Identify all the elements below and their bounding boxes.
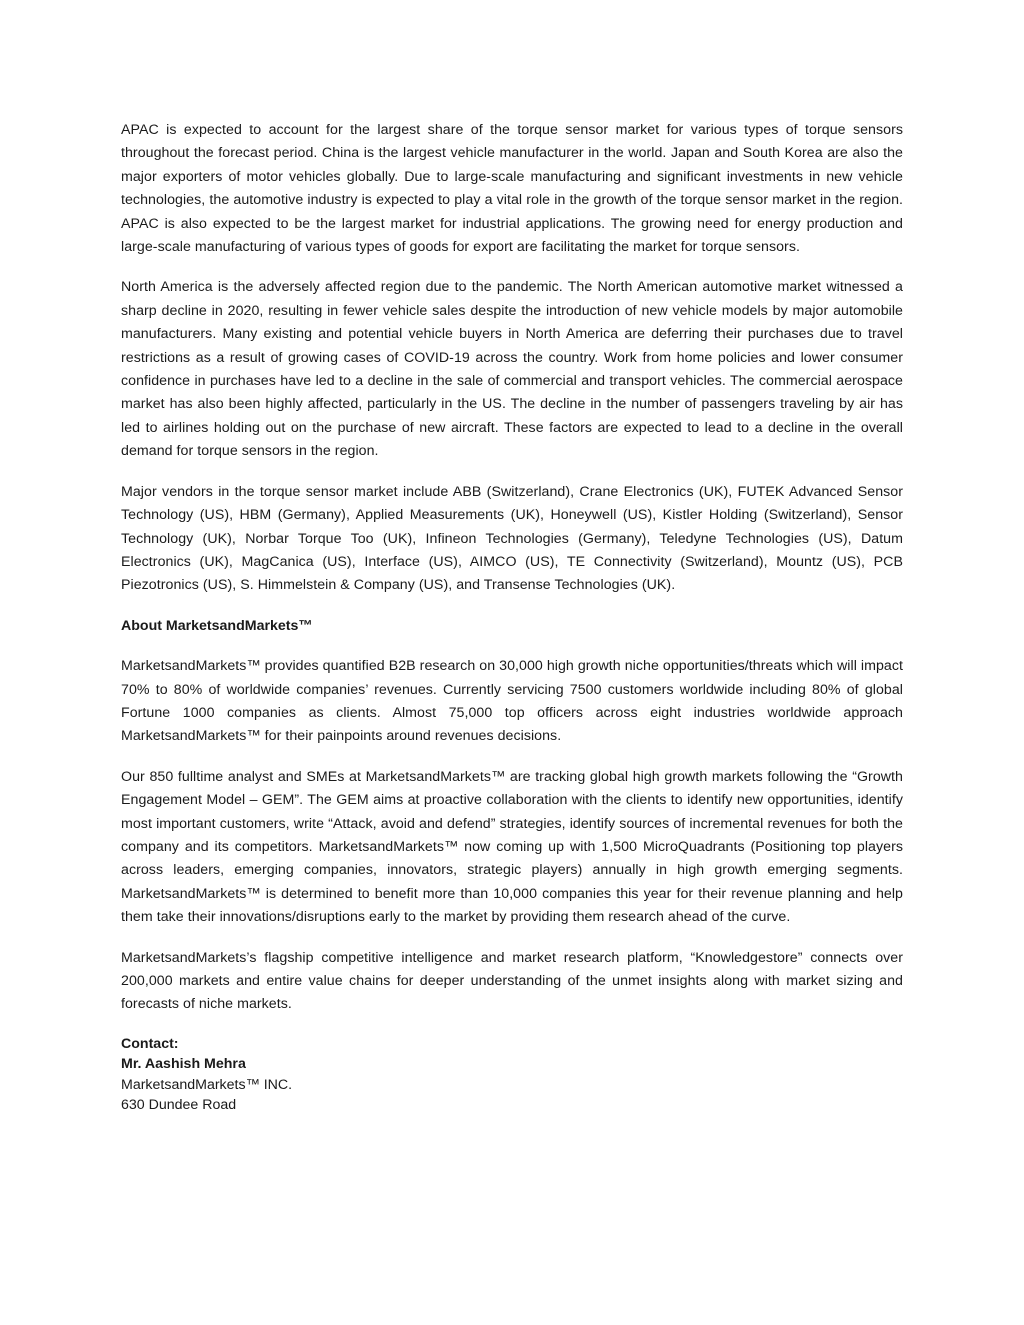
paragraph-about-knowledgestore: MarketsandMarkets’s flagship competitive intelligence and market research platform, “Knowledgestore” connects over 200,000 markets and entire value chains for deeper understanding of the unmet insights along with market sizing and forecasts of niche markets. <box>121 949 903 1013</box>
contact-company: MarketsandMarkets™ INC. <box>121 1076 293 1093</box>
contact-address: 630 Dundee Road <box>121 1097 237 1114</box>
contact-block <box>121 1034 903 1116</box>
contact-label: Contact: <box>121 1035 179 1052</box>
paragraph-apac: APAC is expected to account for the largest share of the torque sensor market for various types of torque sensors throughout the forecast period. China is the largest vehicle manufacturer in the world. Japan and South Korea are also the major exporters of motor vehicles globally. Due to large-scale manufacturing and significant investments in new vehicle technologies, the automotive industry is expected to play a vital role in the growth of the torque sensor market in the region. APAC is also expected to be the largest market for industrial applications. The growing need for energy production and large-scale manufacturing of various types of goods for export are facilitating the market for torque sensors. <box>121 122 903 256</box>
paragraph-north-america: North America is the adversely affected region due to the pandemic. The North American automotive market witnessed a sharp decline in 2020, resulting in fewer vehicle sales despite the introduction of new vehicle models by major automobile manufacturers. Many existing and potential vehicle buyers in North America are deferring their purchases due to travel restrictions as a result of growing cases of COVID-19 across the country. Work from home policies and lower consumer confidence in purchases have led to a decline in the sale of commercial and transport vehicles. The commercial aerospace market has also been highly affected, particularly in the US. The decline in the number of passengers traveling by air has led to airlines holding out on the purchase of new aircraft. These factors are expected to lead to a decline in the overall demand for torque sensors in the region. <box>121 279 903 460</box>
about-heading: About MarketsandMarkets™ <box>121 617 313 634</box>
contact-name: Mr. Aashish Mehra <box>121 1056 246 1073</box>
paragraph-about-gem: Our 850 fulltime analyst and SMEs at MarketsandMarkets™ are tracking global high growth markets following the “Growth Engagement Model – GEM”. The GEM aims at proactive collaboration with the clients to identify new opportunities, identify most important customers, write “Attack, avoid and defend” strategies, identify sources of incremental revenues for both the company and its competitors. MarketsandMarkets™ now coming up with 1,500 MicroQuadrants (Positioning top players across leaders, emerging companies, innovators, strategic players) annually in high growth emerging segments. MarketsandMarkets™ is determined to benefit more than 10,000 companies this year for their revenue planning and help them take their innovations/disruptions early to the market by providing them research ahead of the curve. <box>121 768 903 926</box>
document-page <box>121 119 903 1116</box>
paragraph-major-vendors: Major vendors in the torque sensor market include ABB (Switzerland), Crane Electronics (UK), FUTEK Advanced Sensor Technology (US), HBM (Germany), Applied Measurements (UK), Honeywell (US), Kistler Holding (Switzerland), Sensor Technology (UK), Norbar Torque Too (UK), Infineon Technologies (Germany), Teledyne Technologies (US), Datum Electronics (UK), MagCanica (US), Interface (US), AIMCO (US), TE Connectivity (Switzerland), Mountz (US), PCB Piezotronics (US), S. Himmelstein & Company (US), and Transense Technologies (UK). <box>121 483 903 594</box>
paragraph-about-research: MarketsandMarkets™ provides quantified B2B research on 30,000 high growth niche opportunities/threats which will impact 70% to 80% of worldwide companies’ revenues. Currently servicing 7500 customers worldwide including 80% of global Fortune 1000 companies as clients. Almost 75,000 top officers across eight industries worldwide approach MarketsandMarkets™ for their painpoints around revenues decisions. <box>121 658 903 745</box>
